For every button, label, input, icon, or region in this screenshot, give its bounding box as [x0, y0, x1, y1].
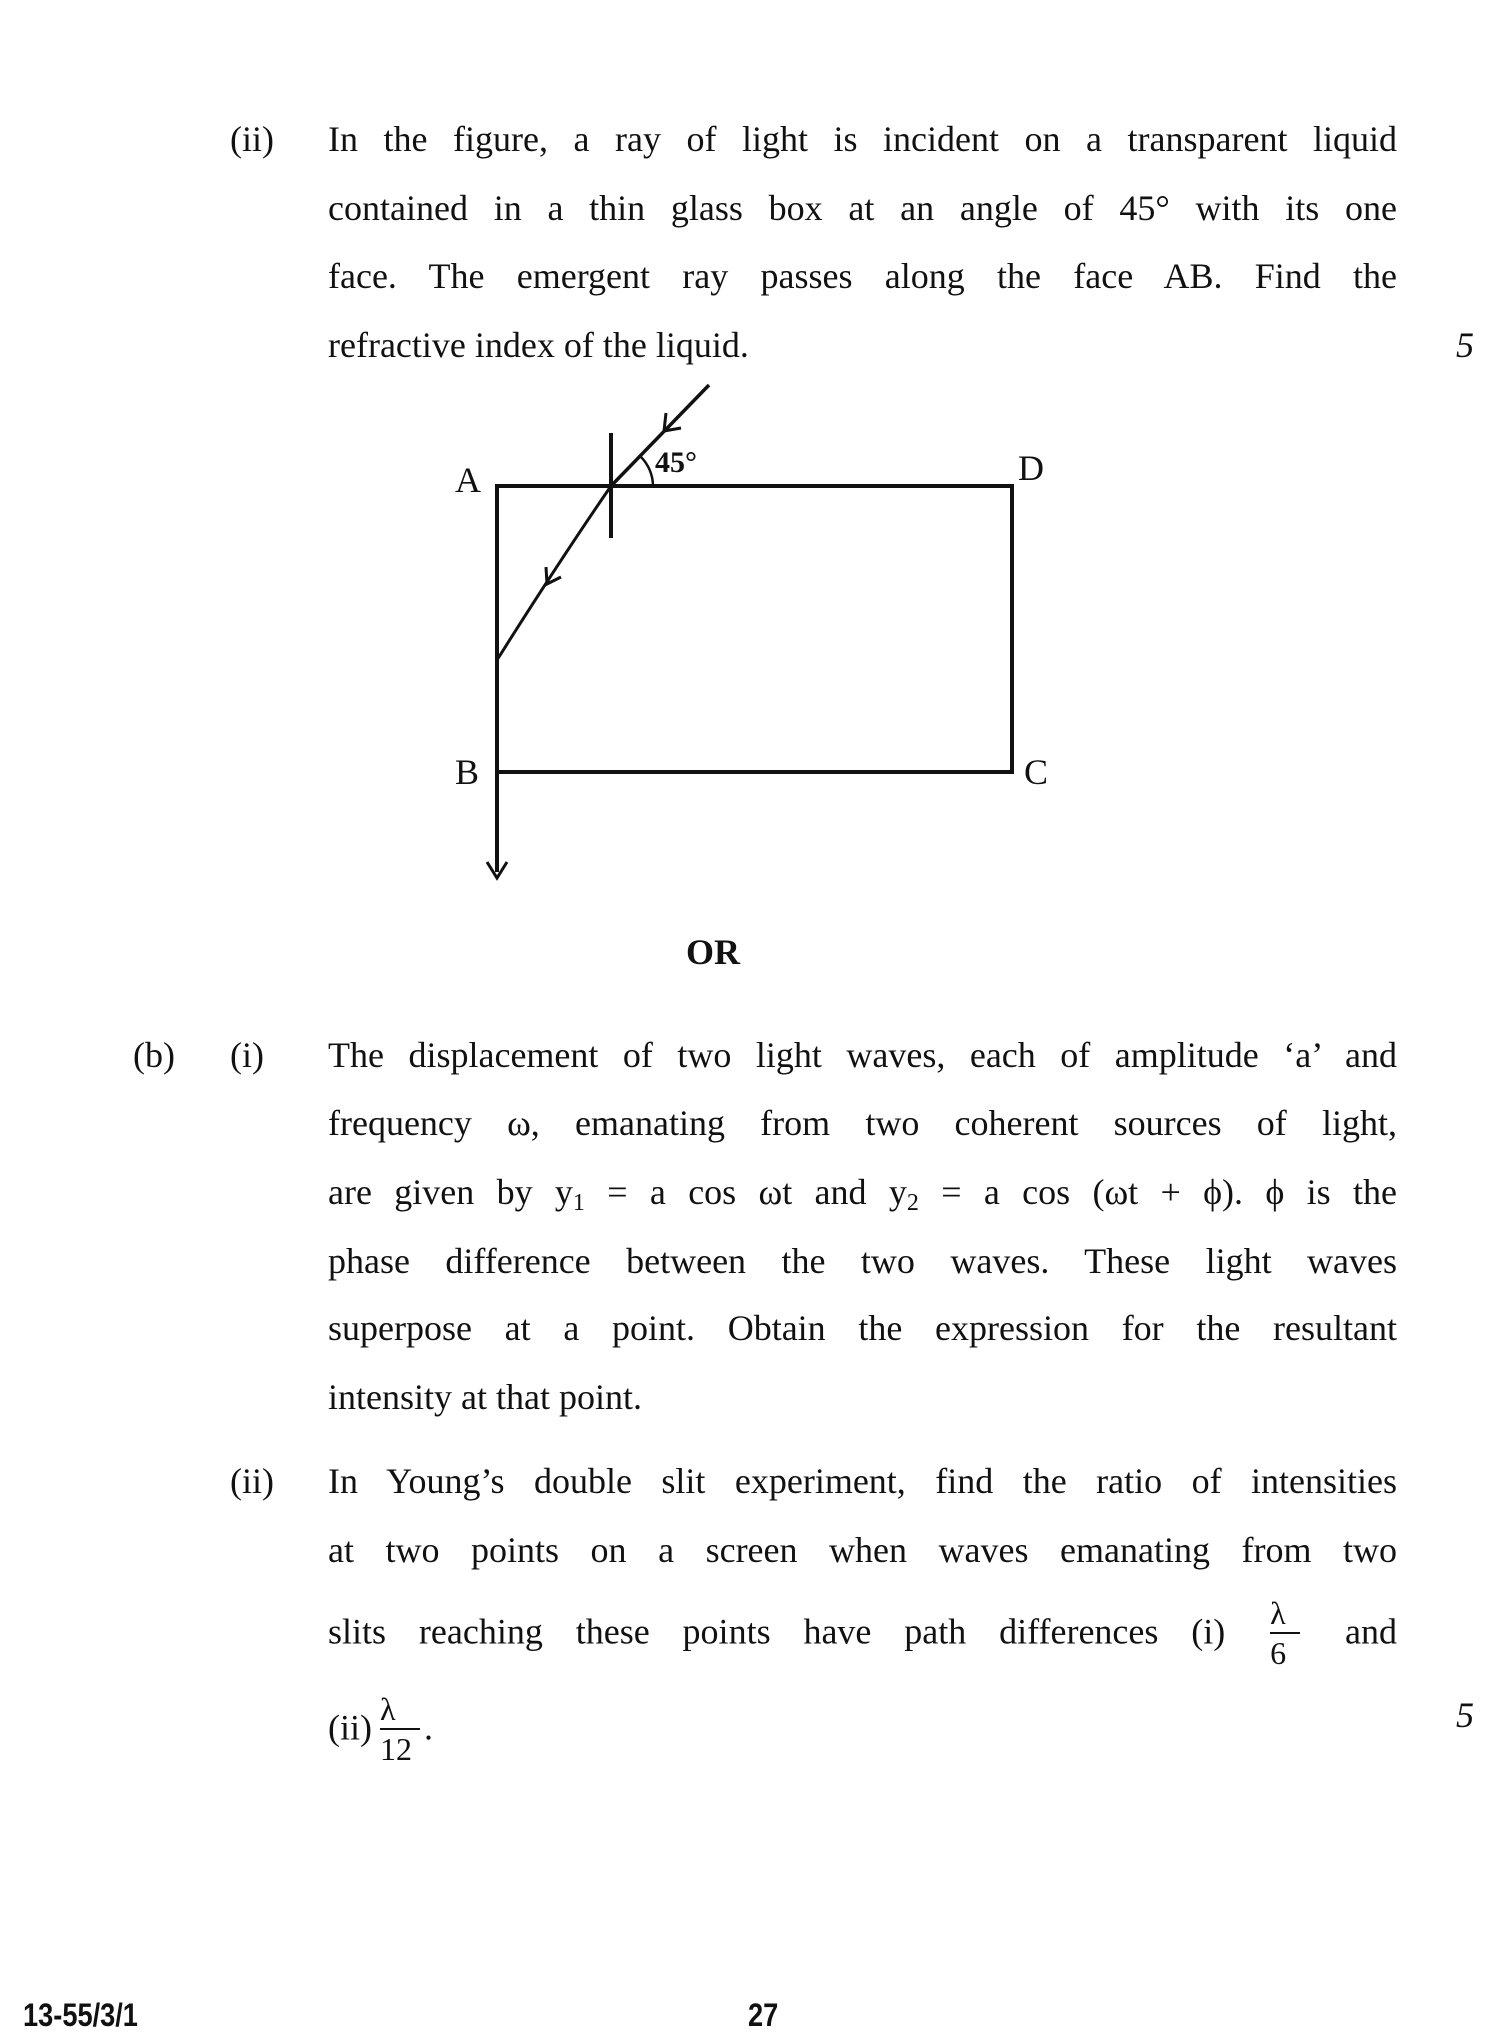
text-segment: = a cos (ωt + ϕ). ϕ is the [918, 1172, 1397, 1212]
subscript: 2 [906, 1190, 919, 1216]
text-segment: (ii) [328, 1707, 372, 1748]
fraction-numerator: λ [379, 1691, 396, 1727]
question-text-line: face. The emergent ray passes along the face AB. Find the [328, 256, 1397, 296]
text-segment: . [423, 1707, 433, 1748]
marks-value: 5 [1456, 1695, 1474, 1735]
question-text-line: The displacement of two light waves, each of amplitude ‘a’ and [328, 1035, 1397, 1075]
page-number: 27 [748, 1997, 779, 2033]
corner-label-b: B [455, 752, 480, 792]
text-segment: are given by y [328, 1172, 573, 1212]
question-text-line [328, 1597, 1397, 1673]
question-label-b: (b) [133, 1035, 175, 1075]
fraction-denominator: 6 [1270, 1635, 1287, 1671]
fraction-lambda-over-6 [1270, 1595, 1300, 1671]
text-segment: and [1345, 1611, 1398, 1652]
question-text-line [328, 1693, 1397, 1769]
glass-box [497, 484, 1013, 774]
fraction-denominator: 12 [379, 1731, 412, 1767]
fraction-bar [1270, 1632, 1300, 1634]
angle-label: 45° [655, 446, 697, 479]
question-text-line: superpose at a point. Obtain the expression for the resultant [328, 1308, 1397, 1348]
question-text-line: refractive index of the liquid. [328, 325, 749, 365]
corner-label-a: A [455, 460, 481, 500]
fraction-numerator: λ [1270, 1595, 1286, 1631]
question-text-line [328, 1170, 1397, 1214]
fraction-bar [380, 1728, 420, 1730]
question-text-line: frequency ω, emanating from two coherent sources of light, [328, 1103, 1397, 1143]
text-segment: slits reaching these points have path differences (i) [328, 1611, 1226, 1652]
question-label-ii: (ii) [230, 119, 274, 159]
question-label-ii: (ii) [230, 1461, 274, 1501]
subscript: 1 [572, 1190, 585, 1216]
question-text-line: phase difference between the two waves. These light waves [328, 1241, 1397, 1281]
marks-value: 5 [1456, 325, 1474, 365]
fraction-lambda-over-12 [380, 1691, 420, 1767]
corner-label-d: D [1018, 448, 1044, 488]
corner-label-c: C [1024, 752, 1049, 792]
or-separator: OR [686, 932, 740, 972]
question-text-line: intensity at that point. [328, 1377, 642, 1417]
question-text-line: at two points on a screen when waves emanating from two [328, 1530, 1397, 1570]
question-text-line: contained in a thin glass box at an angle of 45° with its one [328, 188, 1397, 228]
paper-code: 13-55/3/1 [23, 1997, 138, 2033]
angle-arc [640, 456, 653, 486]
refracted-ray [497, 486, 611, 660]
question-label-i: (i) [230, 1035, 264, 1075]
question-text-line: In Young’s double slit experiment, find the ratio of intensities [328, 1461, 1397, 1501]
question-text-line: In the figure, a ray of light is incident on a transparent liquid [328, 119, 1397, 159]
text-segment: = a cos ωt and y [584, 1172, 907, 1212]
